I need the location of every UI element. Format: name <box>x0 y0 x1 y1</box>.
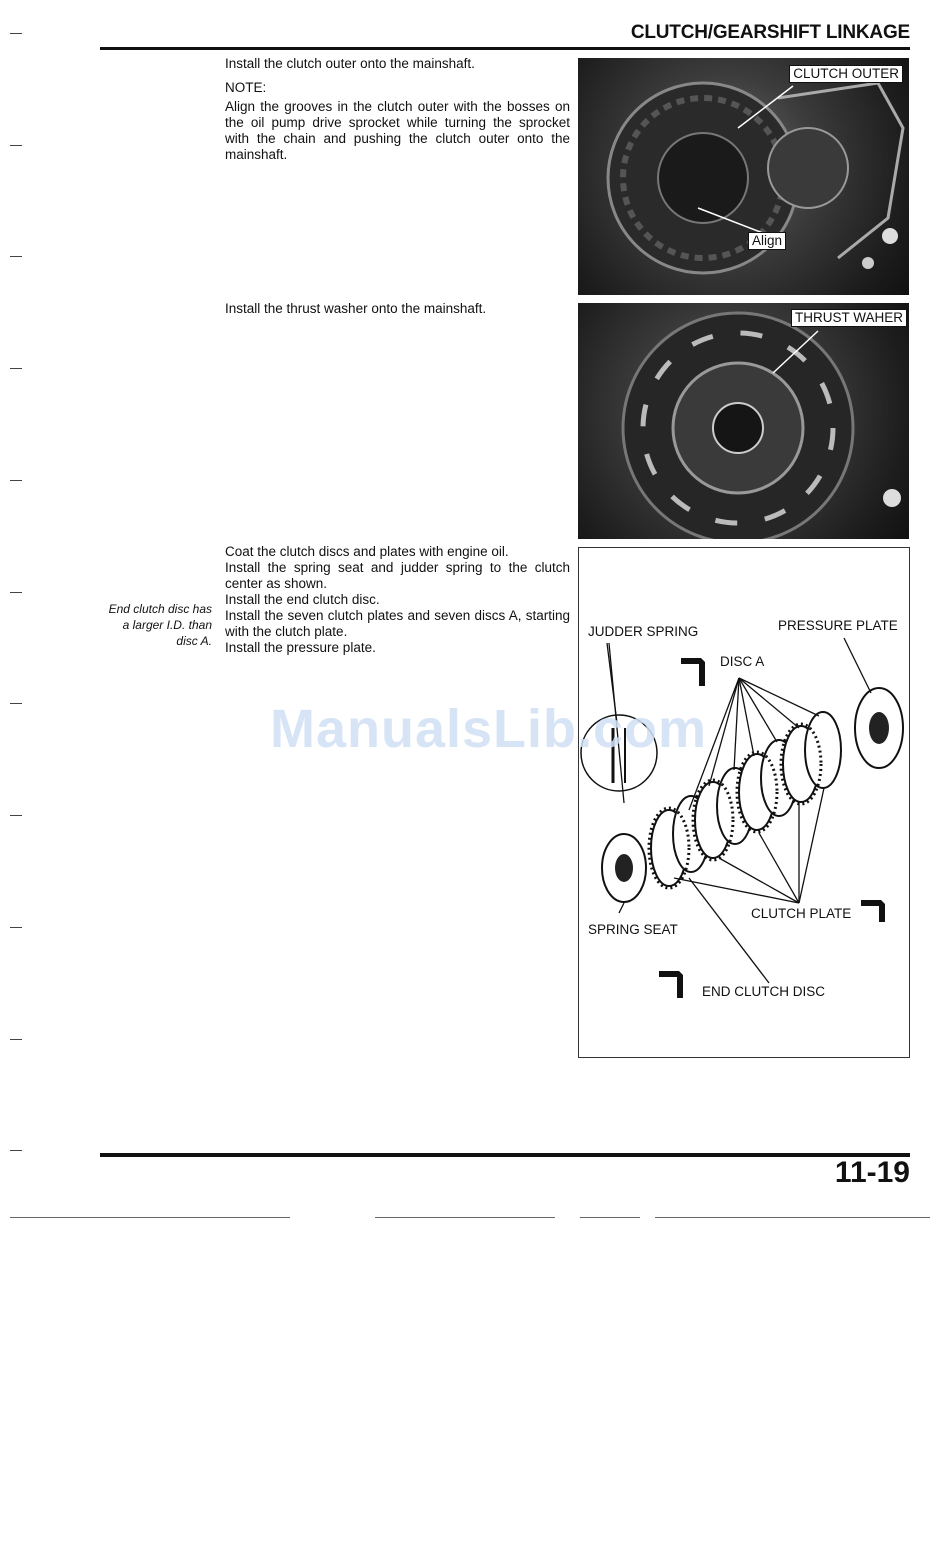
end-clutch-disc-label: END CLUTCH DISC <box>702 984 826 999</box>
margin-mark <box>10 480 22 481</box>
section1-text <box>225 56 570 163</box>
scan-edge-line <box>655 1217 930 1218</box>
section3-text <box>225 544 570 656</box>
margin-mark <box>10 256 22 257</box>
section3-line2: Install the spring seat and judder spring to the clutch center as shown. <box>225 560 570 591</box>
margin-mark <box>10 1150 22 1151</box>
note-text: Align the grooves in the clutch outer with the bosses on the oil pump drive sprocket while turning the sprocket with the chain and pushing the clutch outer onto the mainshaft. <box>225 99 570 162</box>
scan-edge-line <box>10 1217 290 1218</box>
clutch-outer-photo <box>578 58 909 295</box>
margin-mark <box>10 592 22 593</box>
align-label: Align <box>748 232 786 250</box>
judder-spring-label: JUDDER SPRING <box>588 624 699 639</box>
spring-seat-label: SPRING SEAT <box>588 922 678 937</box>
thrust-washer-photo <box>578 303 909 539</box>
section3-line1: Coat the clutch discs and plates with engine oil. <box>225 544 509 559</box>
manualslib-watermark: ManualsLib.com <box>270 699 708 759</box>
margin-mark <box>10 815 22 816</box>
margin-mark <box>10 368 22 369</box>
page-header-title: CLUTCH/GEARSHIFT LINKAGE <box>630 22 910 43</box>
scan-edge-line <box>375 1217 555 1218</box>
margin-mark <box>10 927 22 928</box>
scan-edge-line <box>580 1217 640 1218</box>
clutch-outer-photo-graphic <box>578 58 909 295</box>
margin-mark <box>10 703 22 704</box>
thrust-washer-photo-graphic <box>578 303 909 539</box>
thrust-washer-label: THRUST WAHER <box>791 309 907 327</box>
margin-mark <box>10 33 22 34</box>
clutch-assembly-diagram <box>578 547 910 1058</box>
section3-line5: Install the pressure plate. <box>225 640 376 655</box>
section3-line4: Install the seven clutch plates and seven discs A, starting with the clutch plate. <box>225 608 570 639</box>
footer-rule <box>100 1153 910 1157</box>
pressure-plate-label: PRESSURE PLATE <box>778 618 898 633</box>
disc-a-label: DISC A <box>720 654 765 669</box>
section2-text: Install the thrust washer onto the mainshaft. <box>225 301 487 316</box>
section3-line3: Install the end clutch disc. <box>225 592 380 607</box>
page-number: 11-19 <box>834 1156 910 1189</box>
margin-mark <box>10 1039 22 1040</box>
clutch-outer-label: CLUTCH OUTER <box>789 65 903 83</box>
header-rule <box>100 47 910 50</box>
section1-intro: Install the clutch outer onto the mainshaft. <box>225 56 475 71</box>
side-note: End clutch disc has a larger I.D. than disc A. <box>108 602 212 648</box>
note-label: NOTE: <box>225 80 267 95</box>
clutch-plate-label: CLUTCH PLATE <box>751 906 852 921</box>
margin-mark <box>10 145 22 146</box>
